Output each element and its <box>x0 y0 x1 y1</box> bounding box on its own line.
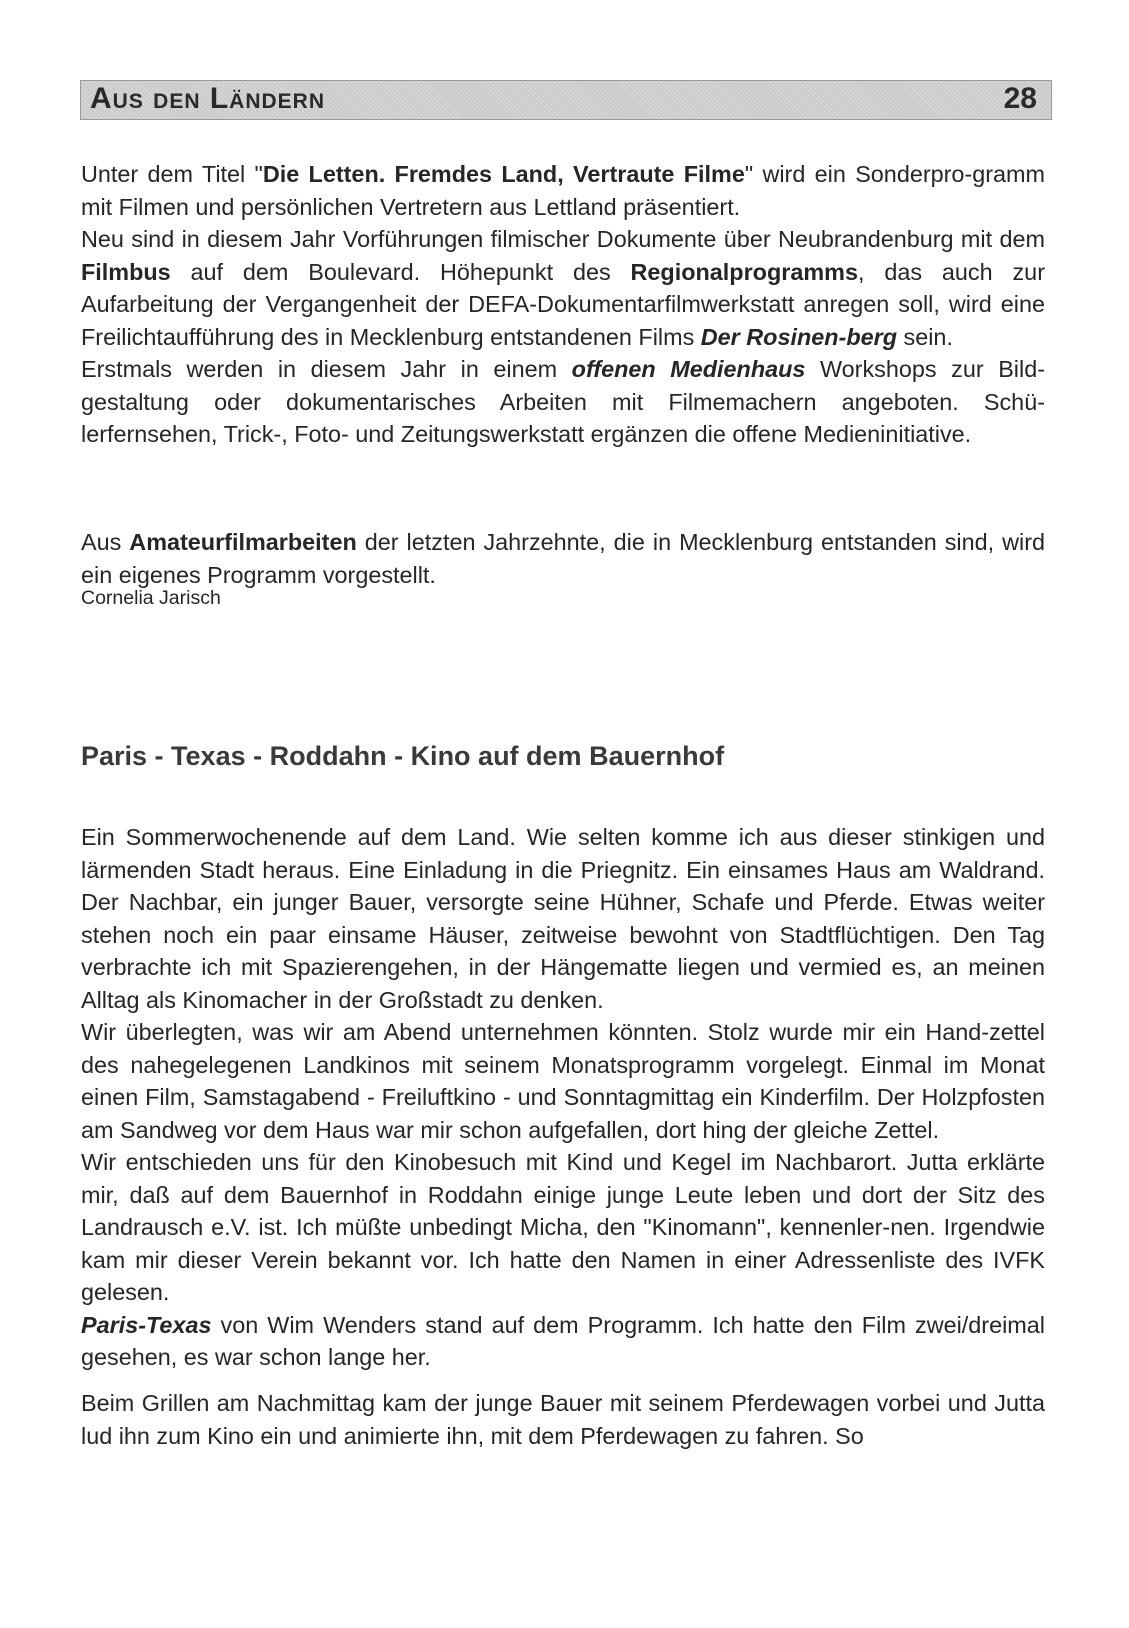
program-title-letten: Die Letten. Fremdes Land, Vertraute Filme <box>262 161 745 187</box>
medienhaus-term: offenen Medienhaus <box>571 356 806 382</box>
intro-text: Erstmals werden in diesem Jahr in einem <box>81 356 572 382</box>
article-body-continued <box>81 1387 1045 1452</box>
page-number: 28 <box>1003 82 1037 115</box>
article-paragraph: Beim Grillen am Nachmittag kam der junge Bauer mit seinem Pferdewagen vorbei und Jutta lud ihn zum Kino ein und animierte ihn, mit dem Pferdewagen zu fahren. So <box>81 1390 1045 1449</box>
intro-text: Workshops zur Bild-gestaltung oder dokumentarisches Arbeiten mit Filmemachern angeboten. Schü-lerfernsehen, Trick-, Foto- und Zeitungswerkstatt ergänzen die offene Medieninitiative. <box>81 356 1045 447</box>
section-header-bar <box>80 80 1052 120</box>
intro-text: , das auch zur Aufarbeitung der Vergangenheit der DEFA-Dokumentarfilmwerkstatt anregen soll, wird eine Freilichtaufführung des in Mecklenburg entstandenen Films <box>81 258 1045 350</box>
section-title: Aus den Ländern <box>90 82 326 115</box>
film-title-rosinenberg: Der Rosinen-berg <box>700 323 898 350</box>
article-paragraph: Wir entschieden uns für den Kinobesuch mit Kind und Kegel im Nachbarort. Jutta erklärte mir, daß auf dem Bauernhof in Roddahn einige junge Leute leben und dort der Sitz des Landrausch e.V. ist. Ich müßte unbedingt Micha, den "Kinomann", kennenler-nen. Irgendwie kam mir dieser Verein bekannt vor. Ich hatte den Namen in einer Adressenliste des IVFK gelesen. <box>81 1149 1045 1305</box>
author-signature: Cornelia Jarisch <box>81 587 221 609</box>
article-body <box>81 821 1045 1374</box>
intro-text: der letzten Jahrzehnte, die in Mecklenburg entstanden sind, wird ein eigenes Programm vorgestellt. <box>81 529 1045 588</box>
filmbus-term: Filmbus <box>81 258 171 285</box>
article-paragraph: Ein Sommerwochenende auf dem Land. Wie selten komme ich aus dieser stinkigen und lärmenden Stadt heraus. Eine Einladung in die Priegnitz. Ein einsames Haus am Waldrand. Der Nachbar, ein junger Bauer, versorgte seine Hühner, Schafe und Pferde. Etwas weiter stehen noch ein paar einsame Häuser, zeitweise bewohnt von Stadtflüchtigen. Den Tag verbrachte ich mit Spazierengehen, in der Hängematte liegen und vermied es, an meinen Alltag als Kinomacher in der Großstadt zu denken. <box>81 824 1045 1013</box>
intro-text: " wird ein Sonderpro-gramm mit Filmen und persönlichen Vertretern aus Lettland präsentiert. <box>81 161 1045 220</box>
intro-text: Unter dem Titel " <box>81 161 263 187</box>
intro-text: Neu sind in diesem Jahr Vorführungen filmischer Dokumente über Neubrandenburg mit dem <box>81 226 1045 252</box>
article-title: Paris - Texas - Roddahn - Kino auf dem Bauernhof <box>81 741 725 771</box>
intro-paragraph-amateur <box>81 526 1045 591</box>
intro-text: auf dem Boulevard. Höhepunkt des <box>170 258 631 285</box>
article-paragraph: von Wim Wenders stand auf dem Programm. Ich hatte den Film zwei/dreimal gesehen, es war schon lange her. <box>81 1311 1045 1370</box>
intro-text: sein. <box>897 323 953 350</box>
intro-text: Aus <box>81 529 130 555</box>
article-paragraph: Wir überlegten, was wir am Abend unternehmen könnten. Stolz wurde mir ein Hand-zettel des nahegelegenen Landkinos mit seinem Monatsprogramm vorgelegt. Einmal im Monat einen Film, Samstagabend - Freiluftkino - und Sonntagmittag ein Kinderfilm. Der Holzpfosten am Sandweg vor dem Haus war mir schon aufgefallen, dort hing der gleiche Zettel. <box>81 1019 1045 1143</box>
film-title-paris-texas: Paris-Texas <box>81 1311 212 1338</box>
amateurfilm-term: Amateurfilmarbeiten <box>129 529 357 555</box>
regionalprogramm-term: Regionalprogramms <box>630 258 858 285</box>
intro-paragraph <box>81 158 1045 451</box>
